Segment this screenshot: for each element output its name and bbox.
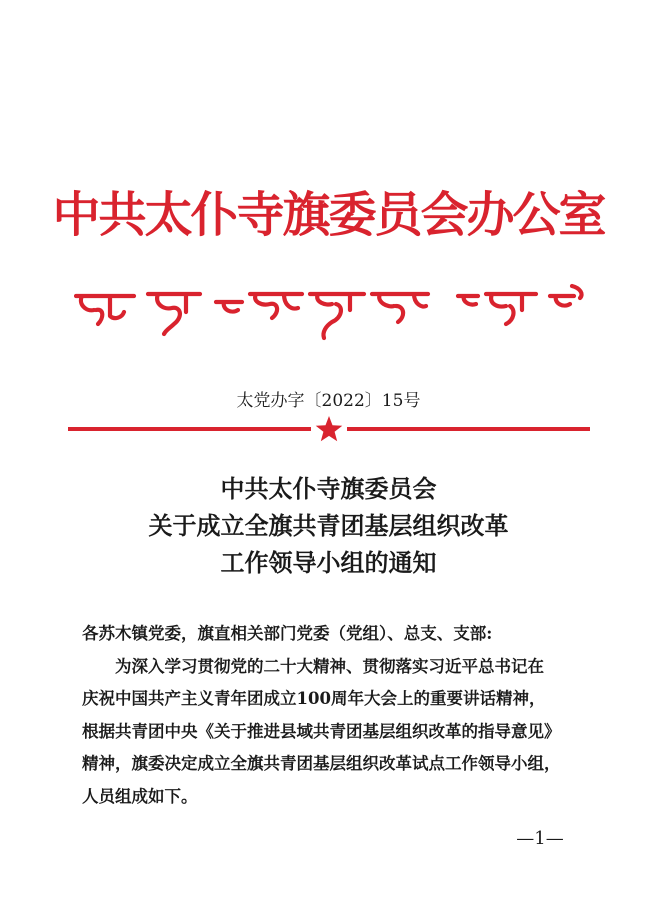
body-line: 为深入学习贯彻党的二十大精神、贯彻落实习近平总书记在 xyxy=(115,656,544,676)
document-title xyxy=(0,470,657,581)
star-icon xyxy=(316,416,343,441)
mongolian-script-line xyxy=(74,282,586,342)
title-line-2: 关于成立全旗共青团基层组织改革 xyxy=(148,511,509,540)
divider-line-right xyxy=(347,427,590,431)
red-divider-with-star xyxy=(68,414,590,444)
addressee-line: 各苏木镇党委，旗直相关部门党委（党组）、总支、支部: xyxy=(82,624,493,643)
title-line-3: 工作领导小组的通知 xyxy=(220,548,437,577)
page-number: —1— xyxy=(516,828,564,849)
document-body xyxy=(82,618,582,813)
divider-line-left xyxy=(68,427,311,431)
body-line: 庆祝中国共产主义青年团成立100周年大会上的重要讲话精神， xyxy=(82,689,546,708)
body-line: 精神，旗委决定成立全旗共青团基层组织改革试点工作领导小组， xyxy=(82,754,561,773)
document-number: 太党办字〔2022〕15号 xyxy=(236,391,421,411)
issuing-organization-header: 中共太仆寺旗委员会办公室 xyxy=(52,187,605,243)
title-line-1: 中共太仆寺旗委员会 xyxy=(220,474,437,503)
body-line: 人员组成如下。 xyxy=(82,786,198,806)
body-line: 根据共青团中央《关于推进县域共青团基层组织改革的指导意见》 xyxy=(82,721,561,741)
